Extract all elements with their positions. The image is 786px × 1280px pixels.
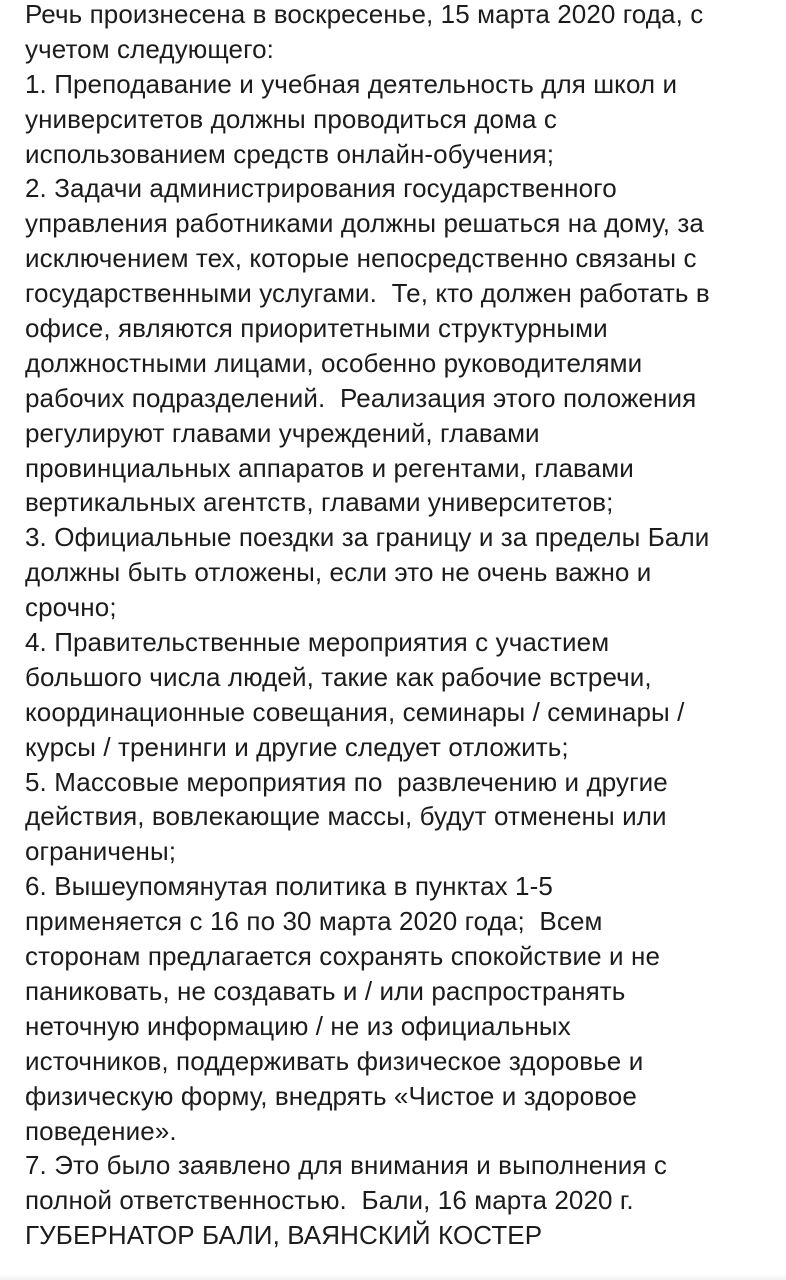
item-1-line-1: 1. Преподавание и учебная деятельность для школ и	[25, 68, 678, 99]
item-6-line-3: сторонам предлагается сохранять спокойствие и не	[25, 941, 661, 972]
item-1-line-3: использованием средств онлайн-обучения;	[25, 138, 555, 169]
item-6-line-4: паниковать, не создавать и / или распространять	[25, 975, 626, 1006]
item-4-line-2: большого числа людей, такие как рабочие встречи,	[25, 661, 652, 692]
item-4-line-3: координационные совещания, семинары / семинары /	[25, 696, 685, 727]
item-5-line-3: ограничены;	[25, 836, 177, 867]
item-1-line-2: университетов должны проводиться дома с	[25, 103, 558, 134]
intro-line-2: учетом следующего:	[25, 33, 275, 64]
intro-line-1: Речь произнесена в воскресенье, 15 марта 2020 года, с	[25, 0, 704, 29]
item-2-line-8: регулируют главами учреждений, главами	[25, 417, 540, 448]
item-7-line-2: полной ответственностью. Бали, 16 марта 2020 г.	[25, 1185, 634, 1216]
item-6-line-2: применяется с 16 по 30 марта 2020 года; Всем	[25, 906, 603, 937]
signature-line: ГУБЕРНАТОР БАЛИ, ВАЯНСКИЙ КОСТЕР	[25, 1220, 543, 1251]
document-text	[25, 0, 780, 1253]
item-4-line-1: 4. Правительственные мероприятия с участием	[25, 627, 610, 658]
bottom-edge	[0, 1274, 786, 1280]
item-2-line-7: рабочих подразделений. Реализация этого положения	[25, 382, 697, 413]
item-2-line-9: провинциальных аппаратов и регентами, главами	[25, 452, 634, 483]
item-6-line-1: 6. Вышеупомянутая политика в пунктах 1-5	[25, 871, 553, 902]
item-7-line-1: 7. Это было заявлено для внимания и выполнения с	[25, 1150, 668, 1181]
item-2-line-1: 2. Задачи администрирования государственного	[25, 173, 617, 204]
item-2-line-10: вертикальных агентств, главами университетов;	[25, 487, 614, 518]
item-3-line-1: 3. Официальные поездки за границу и за пределы Бали	[25, 522, 710, 553]
item-2-line-4: государственными услугами. Те, кто должен работать в	[25, 278, 710, 309]
item-2-line-6: должностными лицами, особенно руководителями	[25, 347, 643, 378]
item-6-line-6: источников, поддерживать физическое здоровье и	[25, 1045, 644, 1076]
item-5-line-2: действия, вовлекающие массы, будут отменены или	[25, 801, 667, 832]
item-3-line-3: срочно;	[25, 592, 117, 623]
item-2-line-3: исключением тех, которые непосредственно связаны с	[25, 243, 697, 274]
item-5-line-1: 5. Массовые мероприятия по развлечению и другие	[25, 766, 668, 797]
item-6-line-5: неточную информацию / не из официальных	[25, 1010, 571, 1041]
item-6-line-8: поведение».	[25, 1115, 177, 1146]
item-3-line-2: должны быть отложены, если это не очень важно и	[25, 557, 652, 588]
item-2-line-2: управления работниками должны решаться на дому, за	[25, 208, 704, 239]
item-2-line-5: офисе, являются приоритетными структурными	[25, 313, 608, 344]
item-6-line-7: физическую форму, внедрять «Чистое и здоровое	[25, 1080, 637, 1111]
item-4-line-4: курсы / тренинги и другие следует отложить;	[25, 731, 569, 762]
